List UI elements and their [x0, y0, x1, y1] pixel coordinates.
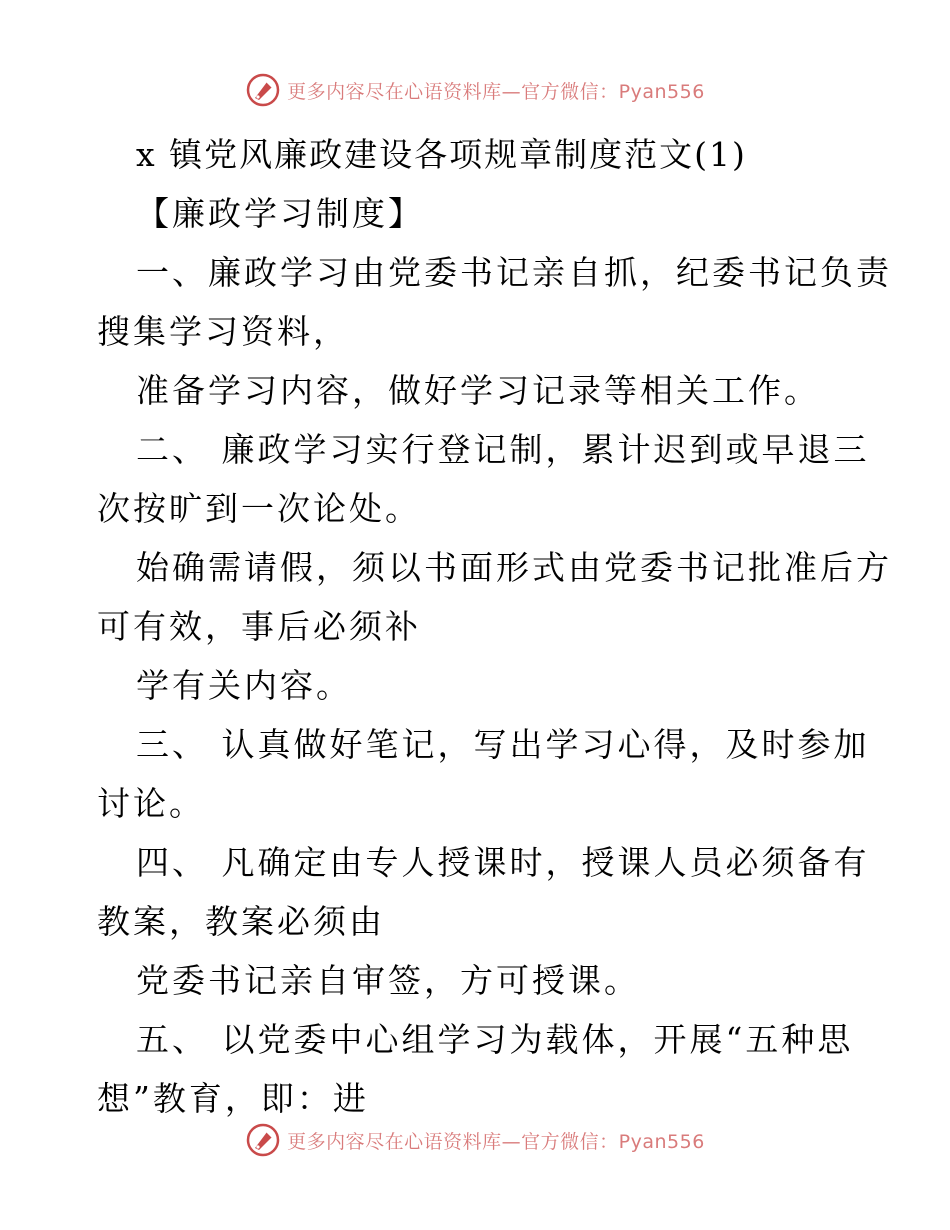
section-heading: 【廉政学习制度】 — [136, 194, 424, 233]
document-body — [97, 125, 892, 1128]
watermark-text: 更多内容尽在心语资料库—官方微信：Pyan556 — [287, 1130, 705, 1153]
document-title: x 镇党风廉政建设各项规章制度范文(1) — [136, 135, 747, 174]
paragraph-line: 始确需请假，须以书面形式由党委书记批准后方 — [136, 548, 892, 587]
paragraph-line: 想”教育，即：进 — [97, 1079, 369, 1118]
paragraph-line: 党委书记亲自审签，方可授课。 — [136, 961, 640, 1000]
paragraph-line: 搜集学习资料， — [97, 312, 349, 351]
paragraph-line: 学有关内容。 — [136, 666, 352, 705]
paragraph-line: 三、 认真做好笔记，写出学习心得，及时参加 — [136, 725, 870, 764]
footer-watermark — [0, 1120, 950, 1160]
paragraph-line: 次按旷到一次论处。 — [97, 489, 421, 528]
pen-nib-logo-icon — [245, 1122, 281, 1158]
header-watermark — [0, 70, 950, 110]
paragraph-line: 五、 以党委中心组学习为载体，开展“五种思 — [136, 1020, 854, 1059]
paragraph-line: 教案，教案必须由 — [97, 902, 385, 941]
watermark-text: 更多内容尽在心语资料库—官方微信：Pyan556 — [287, 80, 705, 103]
paragraph-line: 一、廉政学习由党委书记亲自抓，纪委书记负责 — [136, 253, 892, 292]
paragraph-line: 二、 廉政学习实行登记制，累计迟到或早退三 — [136, 430, 870, 469]
pen-nib-logo-icon — [245, 72, 281, 108]
paragraph-line: 四、 凡确定由专人授课时，授课人员必须备有 — [136, 843, 870, 882]
paragraph-line: 讨论。 — [97, 784, 205, 823]
paragraph-line: 准备学习内容，做好学习记录等相关工作。 — [136, 371, 820, 410]
paragraph-line: 可有效，事后必须补 — [97, 607, 421, 646]
